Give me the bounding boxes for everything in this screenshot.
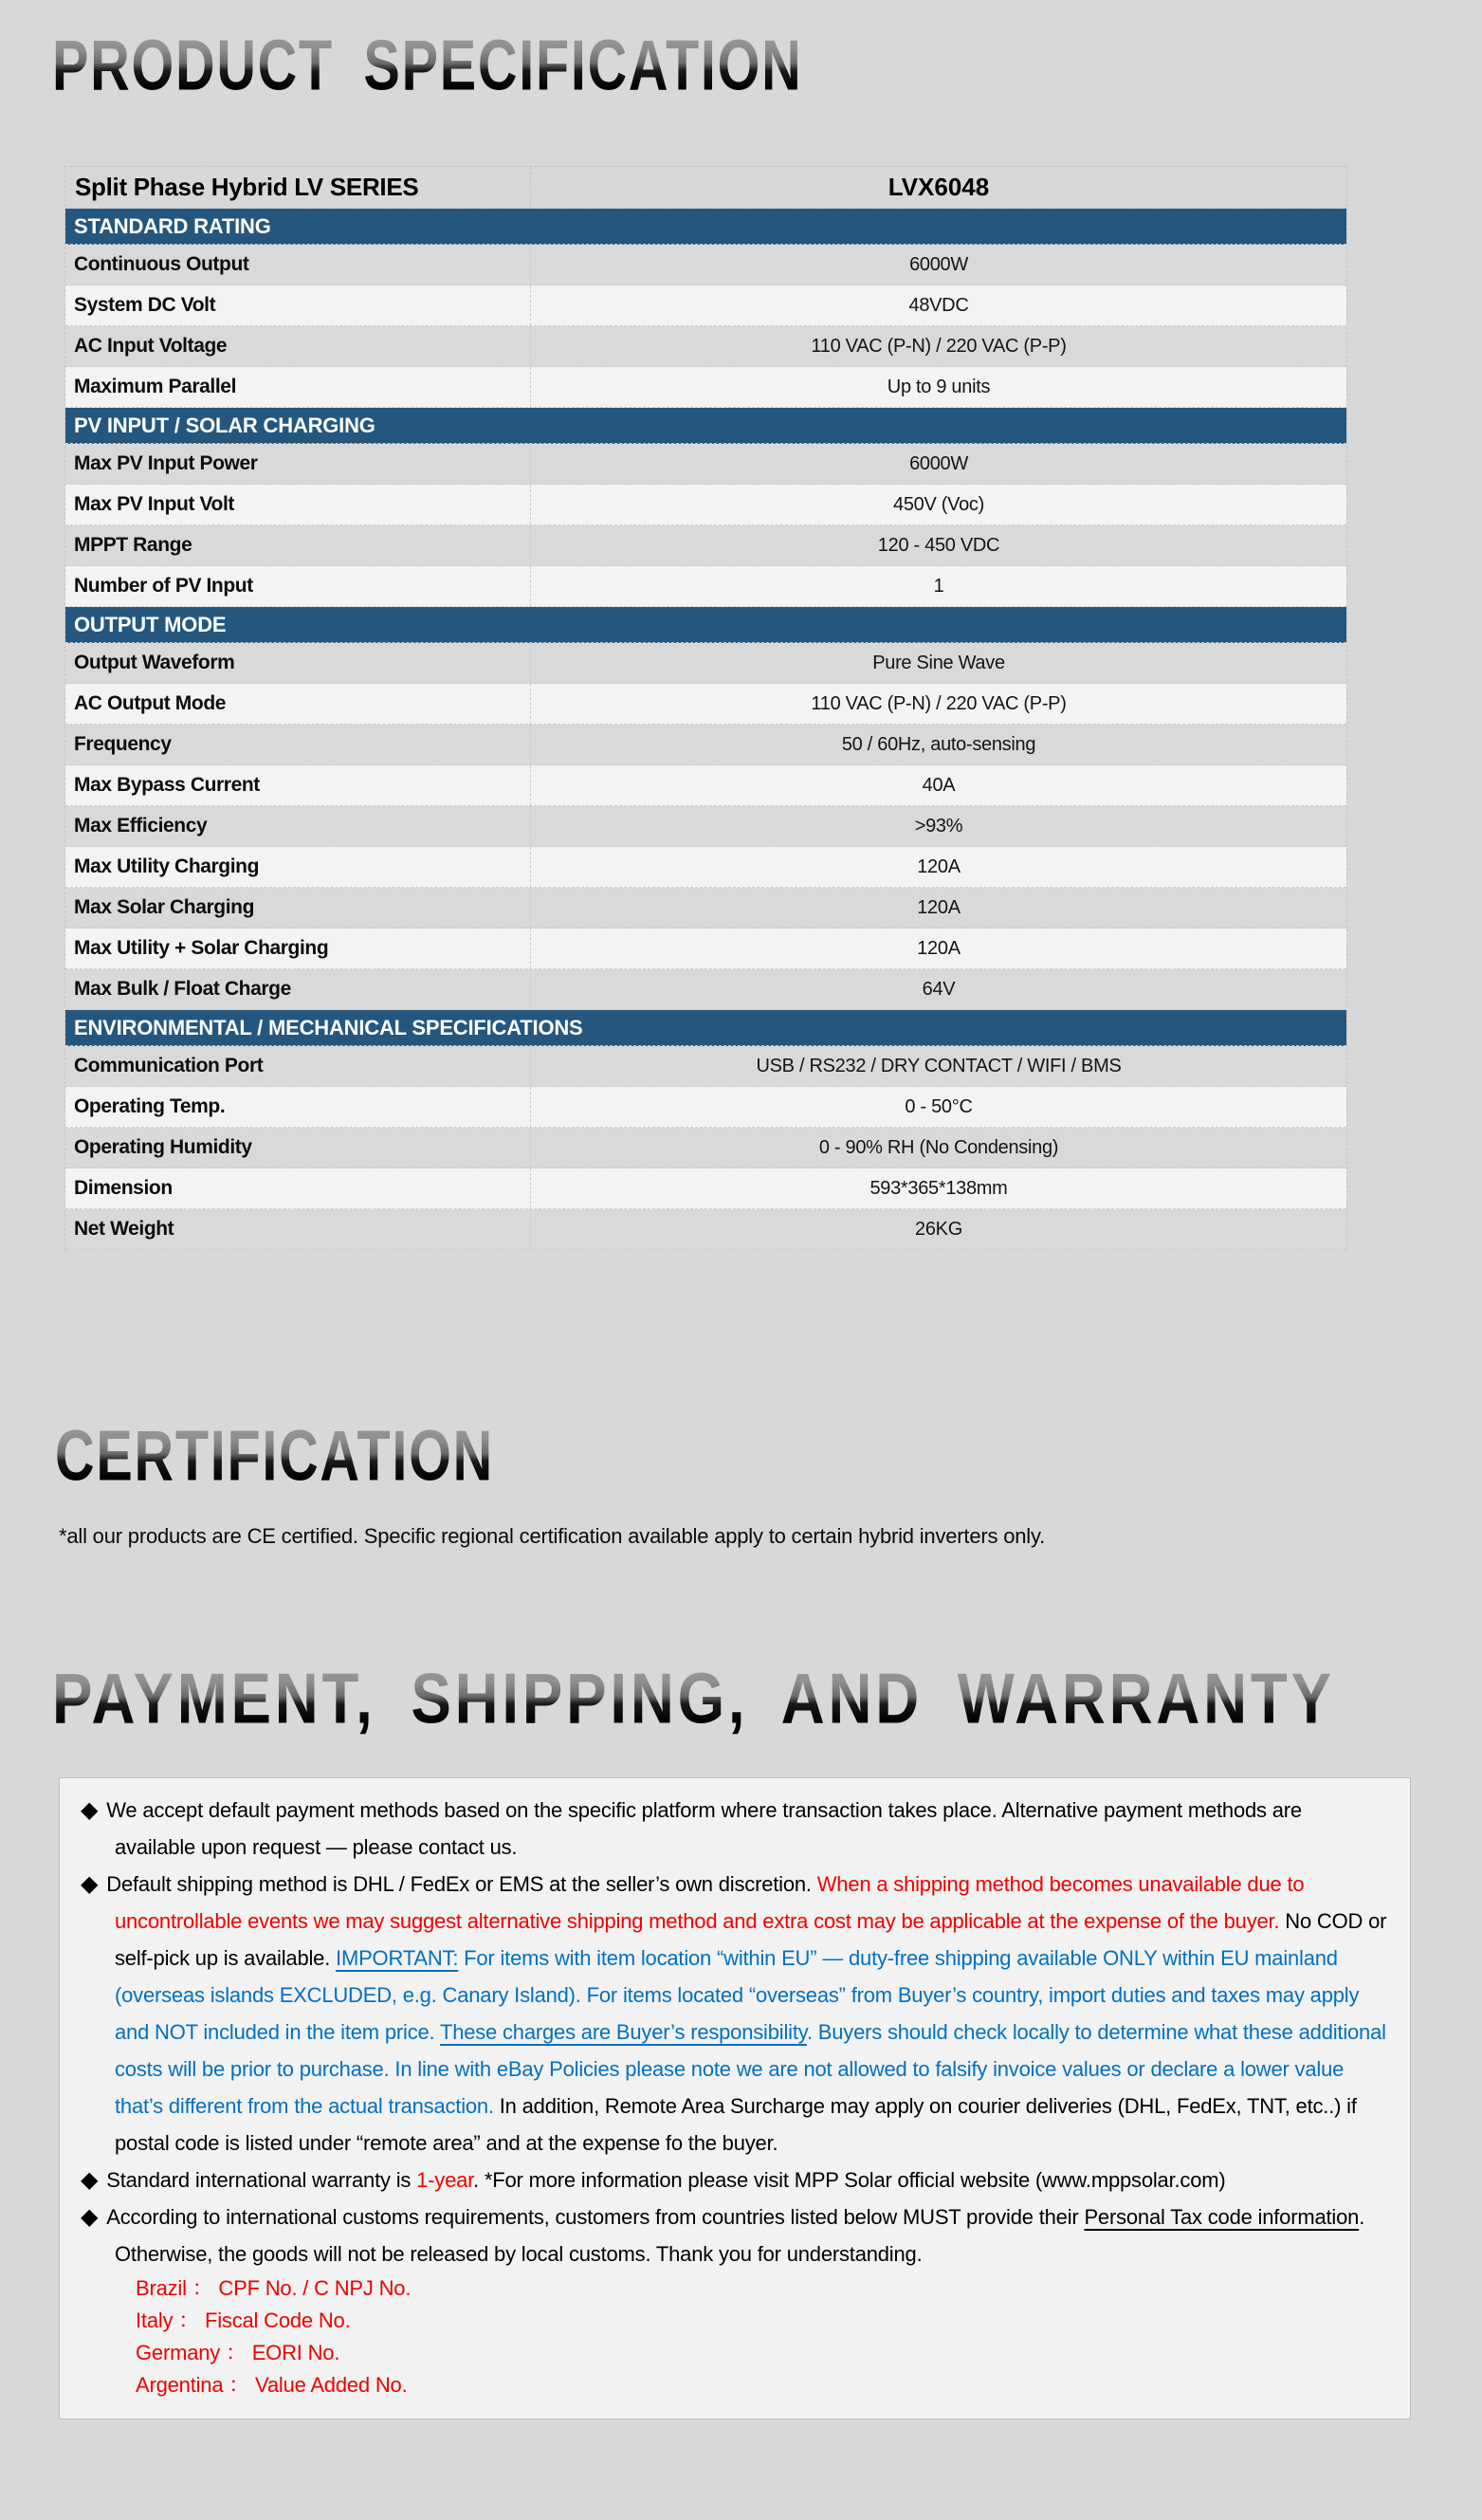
spec-label: Maximum Parallel: [65, 367, 531, 407]
section-header: ENVIRONMENTAL / MECHANICAL SPECIFICATIONS: [65, 1010, 1346, 1046]
policy-box: [59, 1777, 1411, 2419]
policy-text-segment: These charges are Buyer’s responsibility: [439, 2020, 807, 2044]
table-row: [65, 765, 1346, 806]
spec-label: Operating Humidity: [65, 1128, 531, 1168]
spec-value: Up to 9 units: [887, 376, 991, 397]
table-row: [65, 969, 1346, 1010]
tax-code-line: Germany ： EORI No.: [136, 2341, 340, 2364]
certification-title: CERTIFICATION: [55, 1416, 495, 1497]
spec-label: Number of PV Input: [65, 566, 531, 606]
policy-text-segment: According to international customs requirements, customers from countries listed below MUST provide their: [106, 2205, 1085, 2229]
spec-value: USB / RS232 / DRY CONTACT / WIFI / BMS: [756, 1055, 1122, 1076]
spec-value: 50 / 60Hz, auto-sensing: [841, 733, 1036, 755]
policy-item: [81, 2161, 1387, 2198]
table-row: [65, 1046, 1346, 1087]
table-row: [65, 1087, 1346, 1128]
policy-text-segment: . Buyers should check locally to determine what these additional costs will be prior to purchase. In line with eBay Policies please note we are not allowed to falsify invoice values or declare a lower value that’s different from the actual transaction.: [115, 2020, 1386, 2118]
table-row: [65, 485, 1346, 525]
policy-text-segment: Standard international warranty is: [106, 2168, 417, 2192]
tax-code-line: Argentina ： Value Added No.: [136, 2373, 408, 2397]
table-row: [65, 929, 1346, 969]
policy-text-segment: When a shipping method becomes unavailable due to uncontrollable events we may suggest alternative shipping method and extra cost may be applicable at the expense of the buyer.: [115, 1872, 1305, 1933]
spec-value: 26KG: [915, 1218, 962, 1240]
spec-label: Max Bulk / Float Charge: [65, 969, 531, 1009]
policy-text-segment: . Otherwise, the goods will not be released by local customs. Thank you for understanding.: [115, 2205, 1365, 2266]
spec-value: 40A: [922, 774, 956, 796]
table-row: [65, 1128, 1346, 1168]
bullet-diamond-icon: ◆: [81, 2204, 99, 2230]
spec-label: System DC Volt: [65, 285, 531, 325]
spec-value: 120A: [917, 855, 961, 877]
spec-label: Output Waveform: [65, 643, 531, 683]
table-row: [65, 566, 1346, 607]
spec-label: AC Output Mode: [65, 684, 531, 724]
spec-label: Communication Port: [65, 1046, 531, 1086]
spec-label: Max Utility + Solar Charging: [65, 929, 531, 968]
policy-text-segment: No COD or self-pick up is available.: [115, 1909, 1387, 1970]
spec-label: Max PV Input Power: [65, 444, 531, 484]
policy-text-segment: . *For more information please visit MPP Solar official website (www.mppsolar.com): [473, 2168, 1226, 2192]
policy-item: [81, 2198, 1387, 2272]
bullet-diamond-icon: ◆: [81, 2167, 99, 2193]
spec-label: Max PV Input Volt: [65, 485, 531, 524]
spec-label: Dimension: [65, 1168, 531, 1208]
spec-label: Net Weight: [65, 1209, 531, 1249]
table-row: [65, 684, 1346, 725]
spec-value: 1: [933, 575, 944, 597]
spec-label: MPPT Range: [65, 525, 531, 565]
policy-text-segment: We accept default payment methods based on the specific platform where transaction takes place. Alternative payment methods are available upon request — please contact us.: [106, 1798, 1302, 1859]
table-row: [65, 245, 1346, 285]
payment-shipping-warranty-title: PAYMENT, SHIPPING, AND WARRANTY: [52, 1659, 1335, 1739]
spec-value: 120A: [917, 896, 961, 918]
bullet-diamond-icon: ◆: [81, 1797, 99, 1823]
spec-value: 0 - 90% RH (No Condensing): [818, 1136, 1059, 1158]
tax-code-line: Italy ： Fiscal Code No.: [136, 2308, 351, 2332]
table-row: [65, 888, 1346, 929]
spec-label: Continuous Output: [65, 245, 531, 285]
certification-note: *all our products are CE certified. Specific regional certification available apply to certain hybrid inverters only.: [59, 1524, 1046, 1548]
policy-text-segment: For items with item location “within EU” — duty-free shipping available ONLY within EU mainland (overseas islands EXCLUDED, e.g. Canary Island). For items located “overseas” from Buyer’s country, import duties and taxes may apply and NOT included in the item price.: [115, 1946, 1360, 2044]
table-row: [65, 1209, 1346, 1250]
product-series-name: Split Phase Hybrid LV SERIES: [65, 167, 531, 208]
spec-label: AC Input Voltage: [65, 326, 531, 366]
policy-text-segment: In addition, Remote Area Surcharge may apply on courier deliveries (DHL, FedEx, TNT, etc..) if postal code is listed under “remote area” and at the expense fo the buyer.: [115, 2094, 1357, 2155]
product-model: LVX6048: [887, 173, 990, 201]
policy-text-segment: IMPORTANT:: [336, 1946, 459, 1970]
spec-label: Max Utility Charging: [65, 847, 531, 887]
section-header: OUTPUT MODE: [65, 607, 1346, 643]
table-row: [65, 847, 1346, 888]
spec-value: 120 - 450 VDC: [877, 534, 1000, 556]
spec-label: Max Bypass Current: [65, 765, 531, 805]
spec-value: 120A: [917, 937, 961, 959]
spec-value: 450V (Voc): [893, 493, 984, 515]
product-specification-title: PRODUCT SPECIFICATION: [52, 26, 803, 106]
policy-text-segment: 1-year: [416, 2168, 474, 2192]
spec-value: 64V: [922, 978, 956, 1000]
spec-value: 0 - 50°C: [905, 1095, 973, 1117]
spec-label: Max Efficiency: [65, 806, 531, 846]
table-row: [65, 367, 1346, 408]
spec-value: >93%: [914, 815, 963, 837]
table-row: [65, 643, 1346, 684]
table-row: [65, 525, 1346, 566]
table-row: [65, 444, 1346, 485]
bullet-diamond-icon: ◆: [81, 1871, 99, 1897]
spec-value: 593*365*138mm: [869, 1177, 1008, 1199]
table-row: [65, 326, 1346, 367]
spec-value: 6000W: [909, 253, 968, 275]
section-header: PV INPUT / SOLAR CHARGING: [65, 408, 1346, 444]
spec-table: [64, 166, 1347, 1250]
spec-label: Operating Temp.: [65, 1087, 531, 1127]
spec-value: 48VDC: [908, 294, 969, 316]
section-header: STANDARD RATING: [65, 209, 1346, 245]
spec-table-header-row: [65, 167, 1346, 209]
table-row: [65, 725, 1346, 765]
tax-code-line: Brazil ： CPF No. / C NPJ No.: [136, 2276, 412, 2300]
spec-label: Frequency: [65, 725, 531, 764]
spec-value: 6000W: [909, 452, 968, 474]
table-row: [65, 1168, 1346, 1209]
table-row: [65, 806, 1346, 847]
spec-value: Pure Sine Wave: [872, 652, 1005, 673]
spec-value: 110 VAC (P-N) / 220 VAC (P-P): [811, 335, 1067, 357]
policy-item: [81, 1792, 1387, 1866]
policy-text-segment: Default shipping method is DHL / FedEx or EMS at the seller’s own discretion.: [106, 1872, 817, 1896]
spec-value: 110 VAC (P-N) / 220 VAC (P-P): [811, 692, 1067, 714]
policy-item: [81, 1866, 1387, 2161]
policy-text-segment: Personal Tax code information: [1084, 2205, 1360, 2229]
table-row: [65, 285, 1346, 326]
spec-label: Max Solar Charging: [65, 888, 531, 928]
